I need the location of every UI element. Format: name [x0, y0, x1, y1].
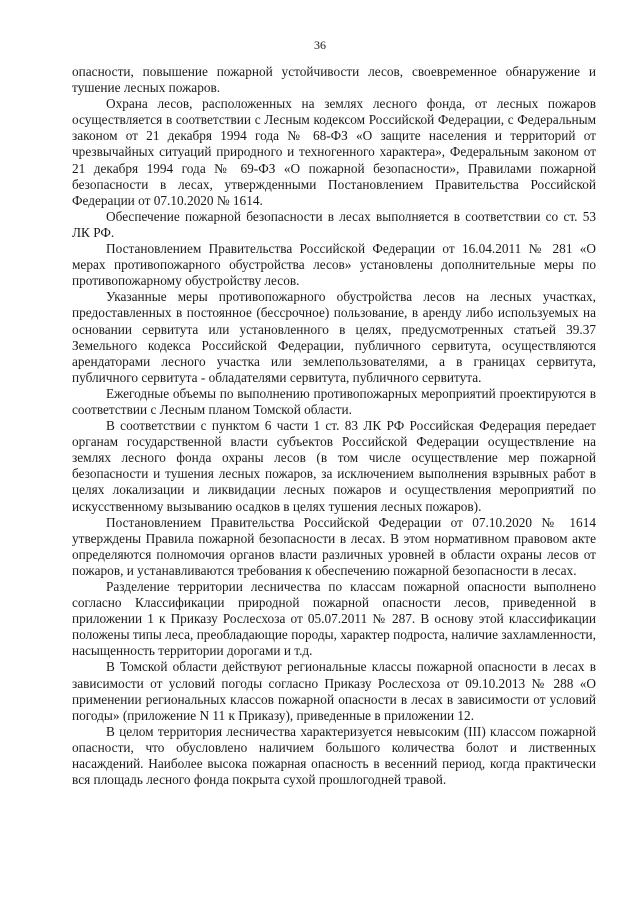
page-number: 36 — [314, 38, 326, 52]
paragraph-11: В целом территория лесничества характеризуется невысоким (III) классом пожарной опасности, что обусловлено наличием большого количества болот и лиственных насаждений. Наиболее высока пожарная опасность в весенний период, когда практически вся площадь лесного фонда покрыта сухой прошлогодней травой. — [72, 723, 596, 788]
paragraph-6: Ежегодные объемы по выполнению противопожарных мероприятий проектируются в соответствии с Лесным планом Томской области. — [72, 385, 596, 417]
paragraph-5: Указанные меры противопожарного обустройства лесов на лесных участках, предоставленных в постоянное (бессрочное) пользование, в аренду либо используемых на основании сервитута или установленного в целях, предусмотренных статьей 39.37 Земельного кодекса Российской Федерации, публичного сервитута, осуществляются арендаторами лесного участка или землепользователями, а в границах сервитута, публичного сервитута - обладателями сервитута, публичного сервитута. — [72, 289, 596, 385]
paragraph-9: Разделение территории лесничества по классам пожарной опасности выполнено согласно Классификации природной пожарной опасности лесов, приведенной в приложении 1 к Приказу Рослесхоза от 05.07.2011 № 287. В основу этой классификации положены типы леса, преобладающие породы, характер подроста, наличие захламленности, насыщенность территории дорогами и т.д. — [72, 579, 596, 659]
paragraph-2: Охрана лесов, расположенных на землях лесного фонда, от лесных пожаров осуществляется в соответствии с Лесным кодексом Российской Федерации, с Федеральным законом от 21 декабря 1994 года № 68-ФЗ «О защите населения и территорий от чрезвычайных ситуаций природного и техногенного характера», Федеральным законом от 21 декабря 1994 года № 69-ФЗ «О пожарной безопасности», Правилами пожарной безопасности в лесах, утвержденными Постановлением Правительства Российской Федерации от 07.10.2020 № 1614. — [72, 96, 596, 208]
paragraph-4: Постановлением Правительства Российской Федерации от 16.04.2011 № 281 «О мерах противопожарного обустройства лесов» установлены дополнительные меры по противопожарному обустройству лесов. — [72, 241, 596, 289]
paragraph-10: В Томской области действуют региональные классы пожарной опасности в лесах в зависимости от условий погоды согласно Приказу Рослесхоза от 09.10.2013 № 288 «О применении региональных классов пожарной опасности в лесах в зависимости от условий погоды» (приложение N 11 к Приказу), приведенные в приложении 12. — [72, 659, 596, 723]
paragraph-1: опасности, повышение пожарной устойчивости лесов, своевременное обнаружение и тушение лесных пожаров. — [72, 64, 596, 96]
paragraph-7: В соответствии с пунктом 6 части 1 ст. 83 ЛК РФ Российская Федерация передает органам государственной власти субъектов Российской Федерации осуществление на землях лесного фонда охраны лесов (в том числе осуществление мер пожарной безопасности и тушения лесных пожаров, за исключением выполнения взрывных работ в целях локализации и ликвидации лесных пожаров и осуществления мероприятий по искусственному вызыванию осадков в целях тушения лесных пожаров). — [72, 418, 596, 514]
paragraph-8: Постановлением Правительства Российской Федерации от 07.10.2020 № 1614 утверждены Правила пожарной безопасности в лесах. В этом нормативном правовом акте определяются полномочия органов власти различных уровней в области охраны лесов от пожаров, и устанавливаются требования к обеспечению пожарной безопасности в лесах. — [72, 514, 596, 578]
body-text — [72, 64, 596, 788]
paragraph-3: Обеспечение пожарной безопасности в лесах выполняется в соответствии со ст. 53 ЛК РФ. — [72, 208, 596, 240]
